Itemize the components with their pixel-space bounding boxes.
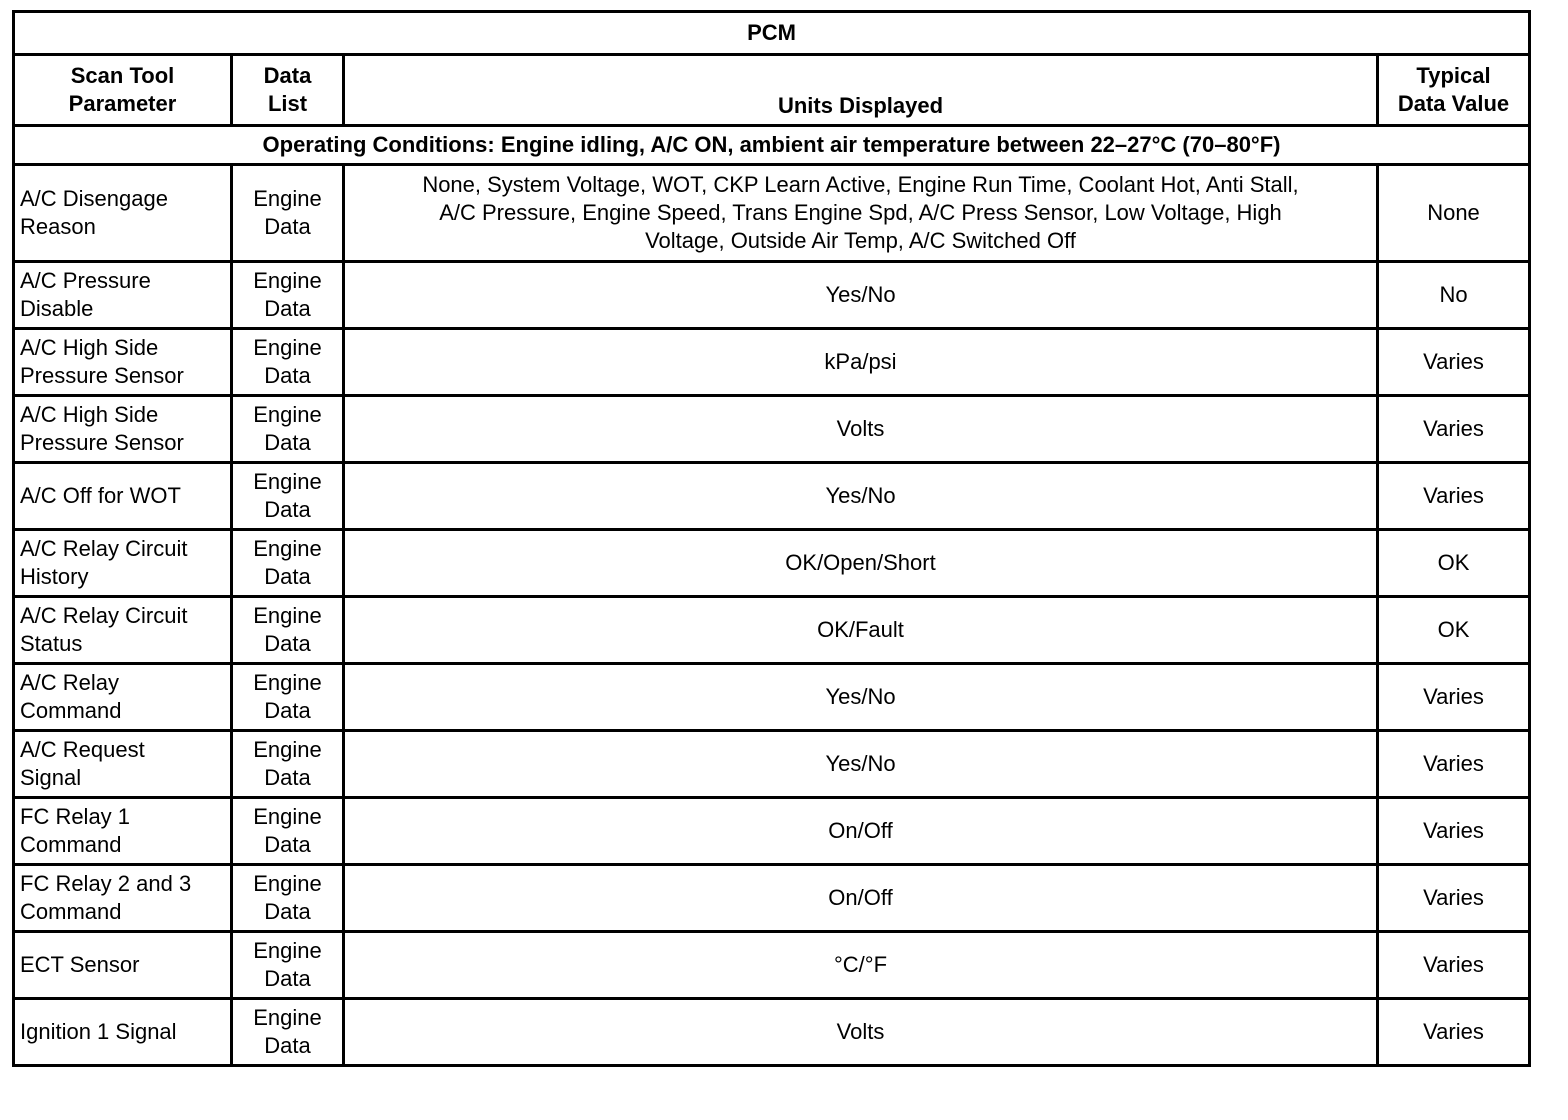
cell-data-list <box>232 999 344 1066</box>
cell-units-line: On/Off <box>828 818 893 843</box>
cell-data-list-line: Data <box>264 698 311 723</box>
table-row <box>14 597 1530 664</box>
cell-parameter-line: Disable <box>20 296 94 321</box>
cell-data-list-line: Data <box>264 497 311 522</box>
cell-units-line: °C/°F <box>833 952 888 977</box>
cell-data-list <box>232 530 344 597</box>
cell-data-list-line: Engine <box>253 804 322 829</box>
cell-parameter <box>14 932 232 999</box>
header-typical-line2: Data Value <box>1397 91 1510 116</box>
cell-units <box>344 798 1378 865</box>
cell-parameter <box>14 463 232 530</box>
cell-parameter <box>14 865 232 932</box>
cell-units <box>344 597 1378 664</box>
cell-data-list-line: Engine <box>253 469 322 494</box>
table-row <box>14 999 1530 1066</box>
cell-units-line: OK/Fault <box>817 617 904 642</box>
cell-data-list-line: Engine <box>253 871 322 896</box>
cell-parameter-line: A/C Relay Circuit <box>20 536 188 561</box>
cell-typical-value: Varies <box>1378 798 1530 865</box>
table-title-row <box>14 12 1530 55</box>
cell-data-list-line: Engine <box>253 603 322 628</box>
cell-data-list-line: Engine <box>253 186 322 211</box>
cell-parameter-line: Command <box>20 832 122 857</box>
cell-parameter-line: A/C Request <box>20 737 145 762</box>
cell-units-line: On/Off <box>828 885 893 910</box>
cell-units-line: Voltage, Outside Air Temp, A/C Switched Off <box>645 228 1076 253</box>
cell-data-list-line: Data <box>264 1033 311 1058</box>
cell-units-line: None, System Voltage, WOT, CKP Learn Active, Engine Run Time, Coolant Hot, Anti Stall, <box>422 172 1299 197</box>
header-data-list <box>232 55 344 126</box>
cell-data-list-line: Data <box>264 296 311 321</box>
cell-typical-value: Varies <box>1378 865 1530 932</box>
table-row <box>14 798 1530 865</box>
cell-typical-value: Varies <box>1378 932 1530 999</box>
cell-parameter-line: FC Relay 2 and 3 <box>20 871 192 896</box>
cell-units <box>344 932 1378 999</box>
cell-parameter <box>14 262 232 329</box>
cell-data-list-line: Data <box>264 765 311 790</box>
cell-data-list-line: Engine <box>253 536 322 561</box>
table-row <box>14 262 1530 329</box>
cell-data-list <box>232 262 344 329</box>
cell-units <box>344 329 1378 396</box>
cell-parameter <box>14 396 232 463</box>
cell-units <box>344 463 1378 530</box>
cell-data-list <box>232 165 344 262</box>
cell-parameter-line: Status <box>20 631 83 656</box>
cell-units <box>344 664 1378 731</box>
cell-units <box>344 999 1378 1066</box>
cell-data-list-line: Engine <box>253 670 322 695</box>
cell-units-line: kPa/psi <box>824 349 897 374</box>
cell-units-line: Yes/No <box>825 684 896 709</box>
header-typical-data-value <box>1378 55 1530 126</box>
cell-data-list <box>232 731 344 798</box>
table-row <box>14 530 1530 597</box>
cell-units <box>344 262 1378 329</box>
cell-parameter-line: Pressure Sensor <box>20 430 184 455</box>
cell-typical-value: No <box>1378 262 1530 329</box>
table-row <box>14 396 1530 463</box>
cell-parameter-line: A/C Pressure <box>20 268 151 293</box>
cell-data-list-line: Data <box>264 564 311 589</box>
cell-parameter-line: A/C Off for WOT <box>20 483 181 508</box>
cell-units <box>344 731 1378 798</box>
header-scan-tool-parameter <box>14 55 232 126</box>
header-data-list-line2: List <box>267 91 308 116</box>
operating-conditions: Operating Conditions: Engine idling, A/C ON, ambient air temperature between 22–27°C (70–80°F) <box>14 126 1530 165</box>
cell-data-list <box>232 865 344 932</box>
cell-parameter-line: Signal <box>20 765 82 790</box>
cell-data-list <box>232 932 344 999</box>
header-units-displayed: Units Displayed <box>344 55 1378 126</box>
table-body <box>14 165 1530 1066</box>
table-row <box>14 463 1530 530</box>
cell-units <box>344 530 1378 597</box>
cell-parameter-line: Ignition 1 Signal <box>20 1019 177 1044</box>
cell-data-list-line: Engine <box>253 335 322 360</box>
pcm-data-table <box>12 10 1531 1067</box>
cell-parameter <box>14 597 232 664</box>
cell-data-list-line: Engine <box>253 268 322 293</box>
cell-units-line: OK/Open/Short <box>785 550 936 575</box>
cell-units-line: Yes/No <box>825 483 896 508</box>
cell-parameter-line: A/C Relay Circuit <box>20 603 188 628</box>
cell-units <box>344 165 1378 262</box>
cell-units-line: Yes/No <box>825 751 896 776</box>
cell-units-line: A/C Pressure, Engine Speed, Trans Engine Spd, A/C Press Sensor, Low Voltage, High <box>439 200 1282 225</box>
cell-data-list-line: Data <box>264 363 311 388</box>
cell-data-list <box>232 463 344 530</box>
cell-units <box>344 396 1378 463</box>
operating-conditions-row <box>14 126 1530 165</box>
cell-parameter-line: A/C High Side <box>20 335 159 360</box>
cell-data-list-line: Data <box>264 966 311 991</box>
cell-data-list-line: Engine <box>253 938 322 963</box>
table-row <box>14 932 1530 999</box>
header-parameter-line2: Parameter <box>68 91 177 116</box>
cell-data-list-line: Data <box>264 832 311 857</box>
cell-units-line: Volts <box>836 416 885 441</box>
cell-typical-value: Varies <box>1378 664 1530 731</box>
cell-typical-value: OK <box>1378 530 1530 597</box>
cell-typical-value: None <box>1378 165 1530 262</box>
cell-parameter <box>14 731 232 798</box>
cell-typical-value: Varies <box>1378 999 1530 1066</box>
cell-data-list-line: Data <box>264 214 311 239</box>
cell-parameter-line: A/C High Side <box>20 402 159 427</box>
cell-units <box>344 865 1378 932</box>
cell-data-list-line: Data <box>264 899 311 924</box>
cell-data-list-line: Engine <box>253 737 322 762</box>
cell-parameter-line: Command <box>20 899 122 924</box>
header-parameter-line1: Scan Tool <box>70 63 175 88</box>
cell-parameter-line: Reason <box>20 214 96 239</box>
cell-units-line: Volts <box>836 1019 885 1044</box>
cell-data-list-line: Engine <box>253 1005 322 1030</box>
cell-typical-value: Varies <box>1378 396 1530 463</box>
cell-typical-value: OK <box>1378 597 1530 664</box>
cell-data-list <box>232 597 344 664</box>
cell-parameter <box>14 664 232 731</box>
cell-parameter-line: FC Relay 1 <box>20 804 131 829</box>
cell-parameter-line: A/C Relay <box>20 670 120 695</box>
cell-data-list-line: Engine <box>253 402 322 427</box>
cell-data-list <box>232 664 344 731</box>
cell-data-list <box>232 329 344 396</box>
cell-parameter-line: Pressure Sensor <box>20 363 184 388</box>
cell-parameter <box>14 530 232 597</box>
table-row <box>14 329 1530 396</box>
header-typical-line1: Typical <box>1416 63 1491 88</box>
cell-units-line: Yes/No <box>825 282 896 307</box>
cell-parameter <box>14 329 232 396</box>
cell-typical-value: Varies <box>1378 329 1530 396</box>
table-row <box>14 865 1530 932</box>
table-row <box>14 731 1530 798</box>
cell-typical-value: Varies <box>1378 463 1530 530</box>
column-header-row <box>14 55 1530 126</box>
cell-parameter-line: Command <box>20 698 122 723</box>
cell-data-list-line: Data <box>264 631 311 656</box>
cell-parameter-line: ECT Sensor <box>20 952 140 977</box>
cell-data-list <box>232 798 344 865</box>
cell-parameter-line: History <box>20 564 89 589</box>
table-row <box>14 165 1530 262</box>
table-row <box>14 664 1530 731</box>
cell-parameter-line: A/C Disengage <box>20 186 168 211</box>
cell-parameter <box>14 999 232 1066</box>
cell-parameter <box>14 165 232 262</box>
cell-data-list <box>232 396 344 463</box>
cell-typical-value: Varies <box>1378 731 1530 798</box>
cell-data-list-line: Data <box>264 430 311 455</box>
pcm-table-container <box>12 10 1531 1067</box>
header-data-list-line1: Data <box>263 63 312 88</box>
table-title: PCM <box>14 12 1530 55</box>
cell-parameter <box>14 798 232 865</box>
